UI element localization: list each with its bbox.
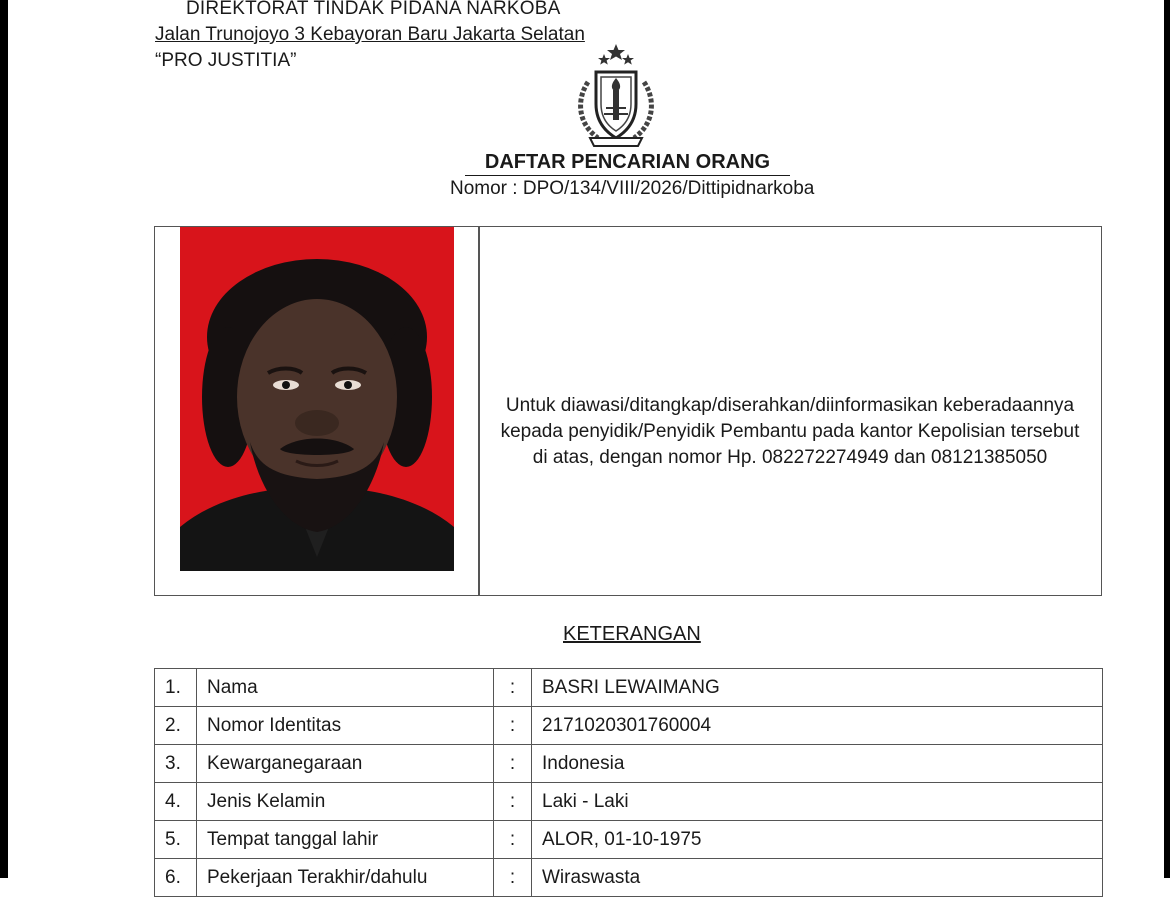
row-number: 5.: [155, 821, 197, 859]
table-row: [155, 669, 1103, 707]
table-row: [155, 745, 1103, 783]
row-value: Laki - Laki: [532, 783, 1103, 821]
suspect-portrait-image: [180, 227, 454, 571]
row-value: BASRI LEWAIMANG: [532, 669, 1103, 707]
suspect-photo: [180, 227, 454, 571]
row-number: 6.: [155, 859, 197, 897]
row-number: 2.: [155, 707, 197, 745]
header-motto: “PRO JUSTITIA”: [155, 50, 297, 71]
row-number: 1.: [155, 669, 197, 707]
row-label: Kewarganegaraan: [197, 745, 494, 783]
row-colon: :: [494, 783, 532, 821]
row-colon: :: [494, 707, 532, 745]
row-label: Tempat tanggal lahir: [197, 821, 494, 859]
row-number: 3.: [155, 745, 197, 783]
table-row: [155, 783, 1103, 821]
row-number: 4.: [155, 783, 197, 821]
details-table: [154, 668, 1103, 897]
police-emblem-icon: [568, 42, 664, 152]
document-number: Nomor : DPO/134/VIII/2026/Dittipidnarkoba: [450, 178, 815, 199]
row-colon: :: [494, 745, 532, 783]
notice-text: Untuk diawasi/ditangkap/diserahkan/diinformasikan keberadaannya kepada penyidik/Penyidik Pembantu pada kantor Kepolisian tersebut di atas, dengan nomor Hp. 082272274949 dan 08121385050: [500, 395, 1080, 468]
table-row: [155, 707, 1103, 745]
row-colon: :: [494, 821, 532, 859]
row-value: Wiraswasta: [532, 859, 1103, 897]
row-value: 2171020301760004: [532, 707, 1103, 745]
row-colon: :: [494, 669, 532, 707]
header-directorate: DIREKTORAT TINDAK PIDANA NARKOBA: [186, 0, 561, 19]
row-label: Nomor Identitas: [197, 707, 494, 745]
document-title: DAFTAR PENCARIAN ORANG: [465, 150, 790, 176]
row-label: Nama: [197, 669, 494, 707]
row-value: ALOR, 01-10-1975: [532, 821, 1103, 859]
screen-edge-right: [1164, 0, 1170, 878]
row-label: Pekerjaan Terakhir/dahulu: [197, 859, 494, 897]
section-title: KETERANGAN: [563, 623, 701, 645]
row-label: Jenis Kelamin: [197, 783, 494, 821]
row-value: Indonesia: [532, 745, 1103, 783]
screen-edge-left: [0, 0, 8, 878]
photo-divider: [478, 227, 480, 595]
header-address: Jalan Trunojoyo 3 Kebayoran Baru Jakarta Selatan: [155, 24, 585, 45]
photo-notice-box: [154, 226, 1102, 596]
row-colon: :: [494, 859, 532, 897]
table-row: [155, 821, 1103, 859]
